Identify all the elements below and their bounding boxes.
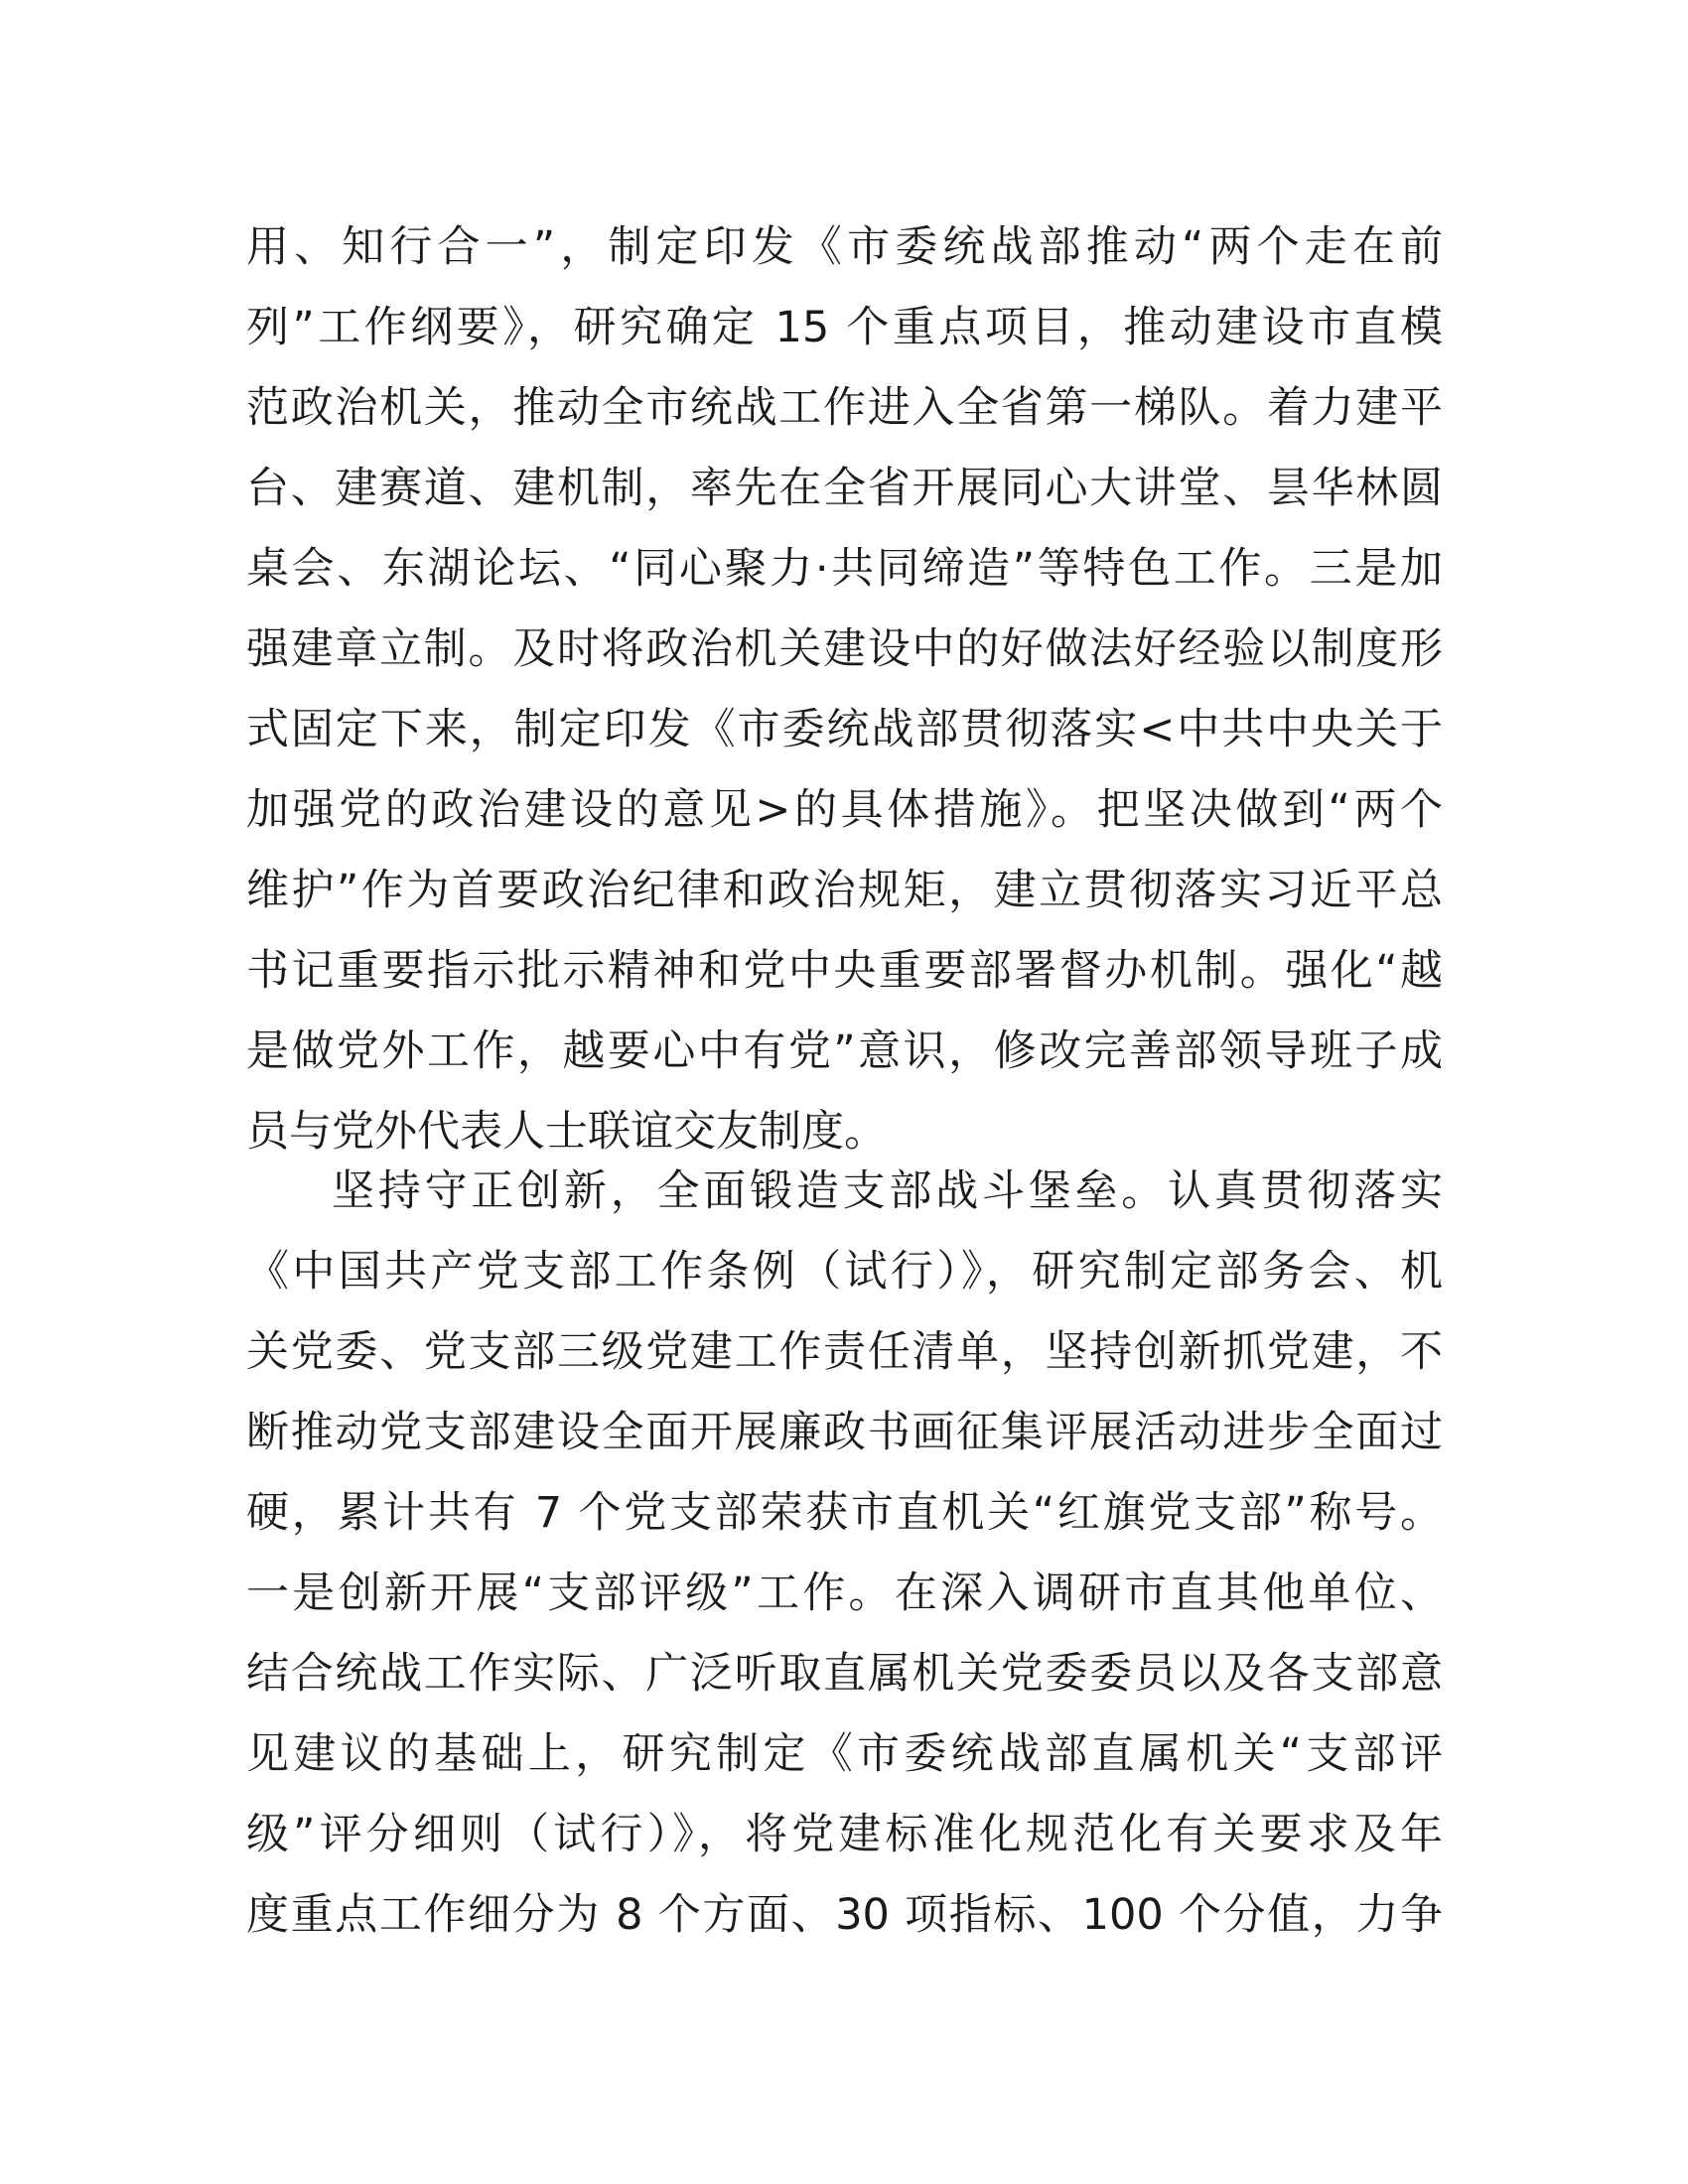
paragraph-line: 维护”作为首要政治纪律和政治规矩，建立贯彻落实习近平总 — [246, 866, 1443, 915]
paragraph-line: 坚持守正创新，全面锻造支部战斗堡垒。认真贯彻落实 — [332, 1166, 1443, 1216]
paragraph-line: 强建章立制。及时将政治机关建设中的好做法好经验以制度形 — [246, 624, 1443, 674]
paragraph-line: 式固定下来，制定印发《市委统战部贯彻落实<中共中央关于 — [246, 705, 1443, 754]
paragraph-line: 桌会、东湖论坛、“同心聚力·共同缔造”等特色工作。三是加 — [246, 544, 1443, 594]
paragraph-line: 范政治机关，推动全市统战工作进入全省第一梯队。着力建平 — [246, 383, 1443, 433]
paragraph-line: 员与党外代表人士联谊交友制度。 — [246, 1107, 887, 1157]
paragraph-1 — [246, 207, 1443, 1172]
paragraph-line: 书记重要指示批示精神和党中央重要部署督办机制。强化“越 — [246, 946, 1443, 996]
paragraph-line: 列”工作纲要》，研究确定 15 个重点项目，推动建设市直模 — [246, 303, 1443, 352]
paragraph-line: 是做党外工作，越要心中有党”意识，修改完善部领导班子成 — [246, 1026, 1443, 1076]
paragraph-line: 一是创新开展“支部评级”工作。在深入调研市直其他单位、 — [246, 1569, 1443, 1618]
paragraph-line: 结合统战工作实际、广泛听取直属机关党委委员以及各支部意 — [246, 1649, 1443, 1699]
paragraph-line: 硬，累计共有 7 个党支部荣获市直机关“红旗党支部”称号。 — [246, 1488, 1443, 1538]
paragraph-line: 用、知行合一”，制定印发《市委统战部推动“两个走在前 — [246, 222, 1443, 272]
paragraph-2 — [246, 1152, 1443, 1956]
paragraph-line: 度重点工作细分为 8 个方面、30 项指标、100 个分值，力争 — [246, 1890, 1443, 1940]
paragraph-line: 关党委、党支部三级党建工作责任清单，坚持创新抓党建，不 — [246, 1327, 1443, 1377]
paragraph-line: 加强党的政治建设的意见>的具体措施》。把坚决做到“两个 — [246, 785, 1443, 835]
paragraph-line: 台、建赛道、建机制，率先在全省开展同心大讲堂、昙华林圆 — [246, 464, 1443, 513]
paragraph-line: 见建议的基础上，研究制定《市委统战部直属机关“支部评 — [246, 1729, 1443, 1779]
paragraph-line: 《中国共产党支部工作条例（试行）》，研究制定部务会、机 — [246, 1247, 1443, 1297]
paragraph-line: 级”评分细则（试行）》，将党建标准化规范化有关要求及年 — [246, 1810, 1443, 1859]
paragraph-line: 断推动党支部建设全面开展廉政书画征集评展活动进步全面过 — [246, 1408, 1443, 1457]
